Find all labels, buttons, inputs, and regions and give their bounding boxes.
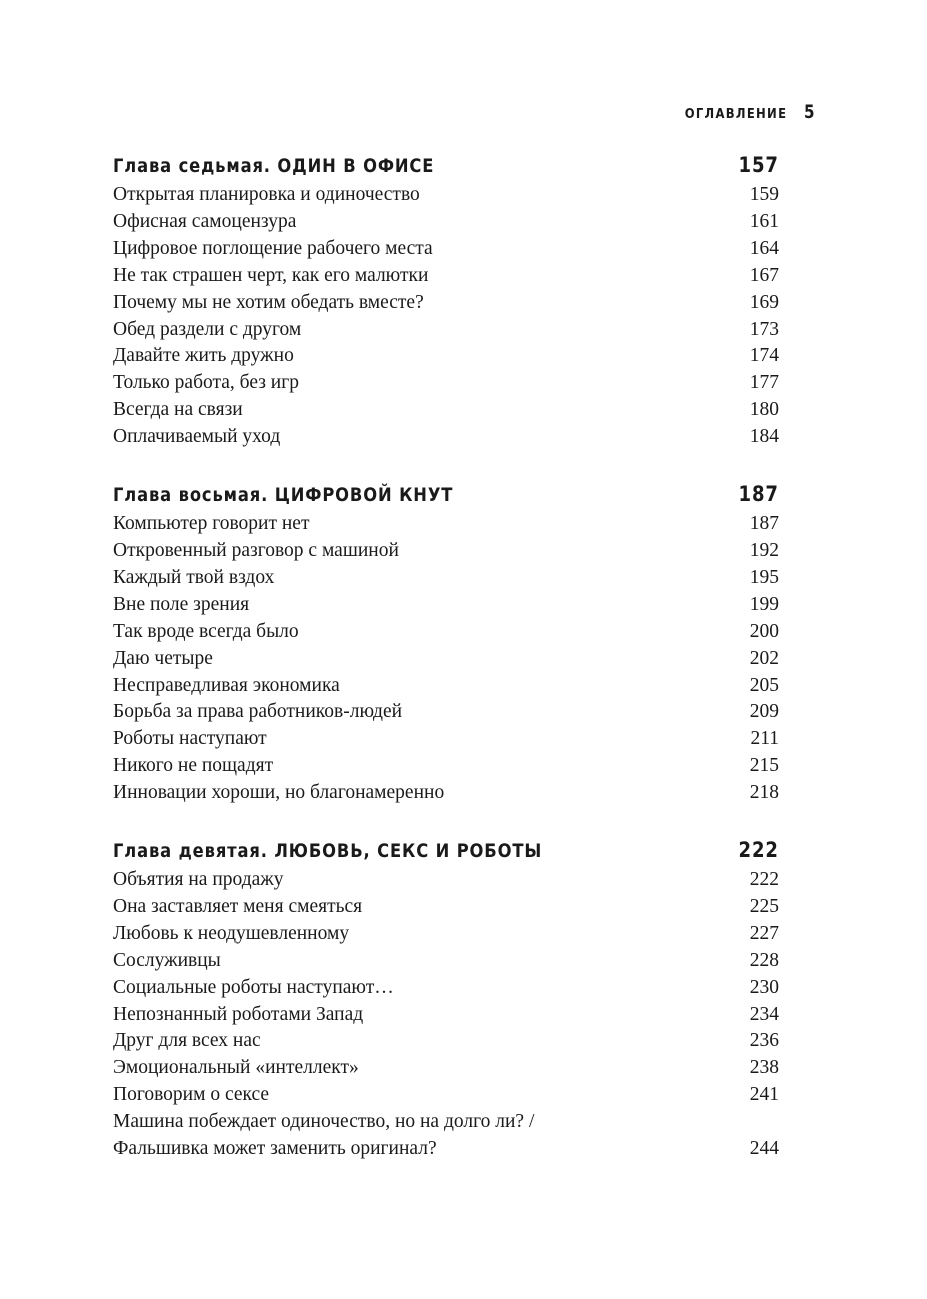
toc-entry[interactable] [113, 263, 779, 290]
toc-entry[interactable] [113, 1109, 779, 1163]
toc-entry[interactable] [113, 921, 779, 948]
entry-page-number: 167 [749, 264, 779, 286]
entry-title: Давайте жить дружно [113, 345, 294, 367]
toc-entry[interactable] [113, 209, 779, 236]
entry-title: Борьба за права работников-людей [113, 701, 403, 723]
page-number: 5 [804, 101, 816, 123]
entry-title: Каждый твой вздох [113, 566, 275, 588]
toc-entry[interactable] [113, 236, 779, 263]
toc-entry[interactable] [113, 673, 779, 700]
chapter-page-number: 157 [738, 153, 779, 177]
toc-entry[interactable] [113, 397, 779, 424]
entry-page-number: 241 [749, 1084, 779, 1106]
toc-entry[interactable] [113, 565, 779, 592]
entry-title: Вне поле зрения [113, 593, 250, 615]
toc-entry[interactable] [113, 948, 779, 975]
entry-page-number: 205 [749, 674, 779, 696]
entry-page-number: 218 [749, 782, 779, 804]
toc-entry[interactable] [113, 182, 779, 209]
toc-entry[interactable] [113, 1002, 779, 1029]
section-title: ОГЛАВЛЕНИЕ [684, 106, 788, 122]
toc-entry[interactable] [113, 975, 779, 1002]
entry-title: Объятия на продажу [113, 869, 284, 891]
toc-entry[interactable] [113, 646, 779, 673]
entry-title: Оплачиваемый уход [113, 426, 281, 448]
entry-title: Машина побеждает одиночество, но на долго ли? / Фальшивка может заменить оригинал? [113, 1111, 535, 1160]
entry-title: Всегда на связи [113, 399, 243, 421]
entry-title: Она заставляет меня смеяться [113, 895, 363, 917]
entry-page-number: 236 [749, 1030, 779, 1052]
entry-title: Цифровое поглощение рабочего места [113, 237, 433, 259]
entry-page-number: 234 [749, 1003, 779, 1025]
entry-title: Любовь к неодушевленному [113, 922, 350, 944]
entry-page-number: 159 [749, 184, 779, 205]
entry-page-number: 195 [749, 566, 779, 588]
entry-title: Откровенный разговор с машиной [113, 539, 399, 561]
chapter-section [113, 475, 779, 807]
entry-title: Даю четыре [113, 647, 213, 669]
table-of-contents [113, 146, 779, 1163]
entry-title: Компьютер говорит нет [113, 513, 310, 535]
entry-title: Эмоциональный «интеллект» [113, 1057, 359, 1079]
entry-page-number: 180 [749, 399, 779, 421]
chapter-section [113, 831, 779, 1163]
entry-title: Роботы наступают [113, 728, 267, 750]
chapter-heading[interactable] [113, 146, 779, 184]
entry-title: Так вроде всегда было [113, 620, 299, 642]
toc-entry[interactable] [113, 290, 779, 317]
entry-list [113, 867, 779, 1163]
toc-entry[interactable] [113, 1082, 779, 1109]
entry-page-number: 200 [749, 620, 779, 642]
toc-entry[interactable] [113, 619, 779, 646]
entry-page-number: 169 [749, 291, 779, 313]
entry-page-number: 211 [750, 728, 779, 750]
chapter-title: Глава девятая. ЛЮБОВЬ, СЕКС И РОБОТЫ [113, 840, 543, 863]
entry-page-number: 174 [749, 345, 779, 367]
toc-entry[interactable] [113, 780, 779, 807]
toc-entry[interactable] [113, 726, 779, 753]
entry-title: Инновации хороши, но благонамеренно [113, 782, 445, 804]
entry-page-number: 215 [749, 755, 779, 777]
entry-title: Только работа, без игр [113, 372, 299, 394]
entry-page-number: 177 [749, 372, 779, 394]
entry-page-number: 222 [749, 869, 779, 891]
entry-title: Открытая планировка и одиночество [113, 184, 420, 205]
entry-title: Социальные роботы наступают… [113, 976, 394, 998]
chapter-title: Глава седьмая. ОДИН В ОФИСЕ [113, 155, 435, 177]
entry-title: Офисная самоцензура [113, 210, 297, 232]
entry-page-number: 202 [749, 647, 779, 669]
toc-entry[interactable] [113, 867, 779, 894]
entry-page-number: 230 [749, 976, 779, 998]
entry-page-number: 173 [749, 318, 779, 340]
entry-page-number: 184 [749, 426, 779, 448]
entry-page-number: 238 [749, 1057, 779, 1079]
toc-entry[interactable] [113, 1055, 779, 1082]
entry-title: Обед раздели с другом [113, 318, 302, 340]
toc-entry[interactable] [113, 317, 779, 344]
toc-entry[interactable] [113, 894, 779, 921]
toc-entry[interactable] [113, 511, 779, 538]
chapter-page-number: 222 [738, 838, 779, 863]
entry-page-number: 164 [749, 237, 779, 259]
entry-title: Друг для всех нас [113, 1030, 261, 1052]
entry-title: Несправедливая экономика [113, 674, 340, 696]
chapter-heading[interactable] [113, 475, 779, 513]
entry-title: Поговорим о сексе [113, 1084, 270, 1106]
chapter-page-number: 187 [738, 482, 779, 507]
toc-entry[interactable] [113, 424, 779, 451]
entry-list [113, 182, 779, 451]
entry-page-number: 209 [749, 701, 779, 723]
entry-list [113, 511, 779, 807]
chapter-heading[interactable] [113, 831, 779, 869]
running-header [668, 101, 816, 127]
entry-page-number: 244 [749, 1138, 779, 1160]
toc-entry[interactable] [113, 538, 779, 565]
toc-entry[interactable] [113, 753, 779, 780]
toc-entry[interactable] [113, 370, 779, 397]
entry-title: Сослуживцы [113, 949, 221, 971]
entry-page-number: 227 [749, 922, 779, 944]
toc-entry[interactable] [113, 592, 779, 619]
entry-title: Непознанный роботами Запад [113, 1003, 364, 1025]
entry-title: Никого не пощадят [113, 755, 274, 777]
entry-title: Почему мы не хотим обедать вместе? [113, 291, 424, 313]
entry-page-number: 225 [749, 895, 779, 917]
chapter-section [113, 146, 779, 451]
toc-entry[interactable] [113, 343, 779, 370]
chapter-title: Глава восьмая. ЦИФРОВОЙ КНУТ [113, 484, 454, 507]
toc-entry[interactable] [113, 1028, 779, 1055]
entry-title: Не так страшен черт, как его малютки [113, 264, 429, 286]
entry-page-number: 199 [749, 593, 779, 615]
toc-entry[interactable] [113, 699, 779, 726]
entry-page-number: 192 [749, 539, 779, 561]
entry-page-number: 187 [749, 513, 779, 535]
entry-page-number: 161 [749, 210, 779, 232]
entry-page-number: 228 [749, 949, 779, 971]
